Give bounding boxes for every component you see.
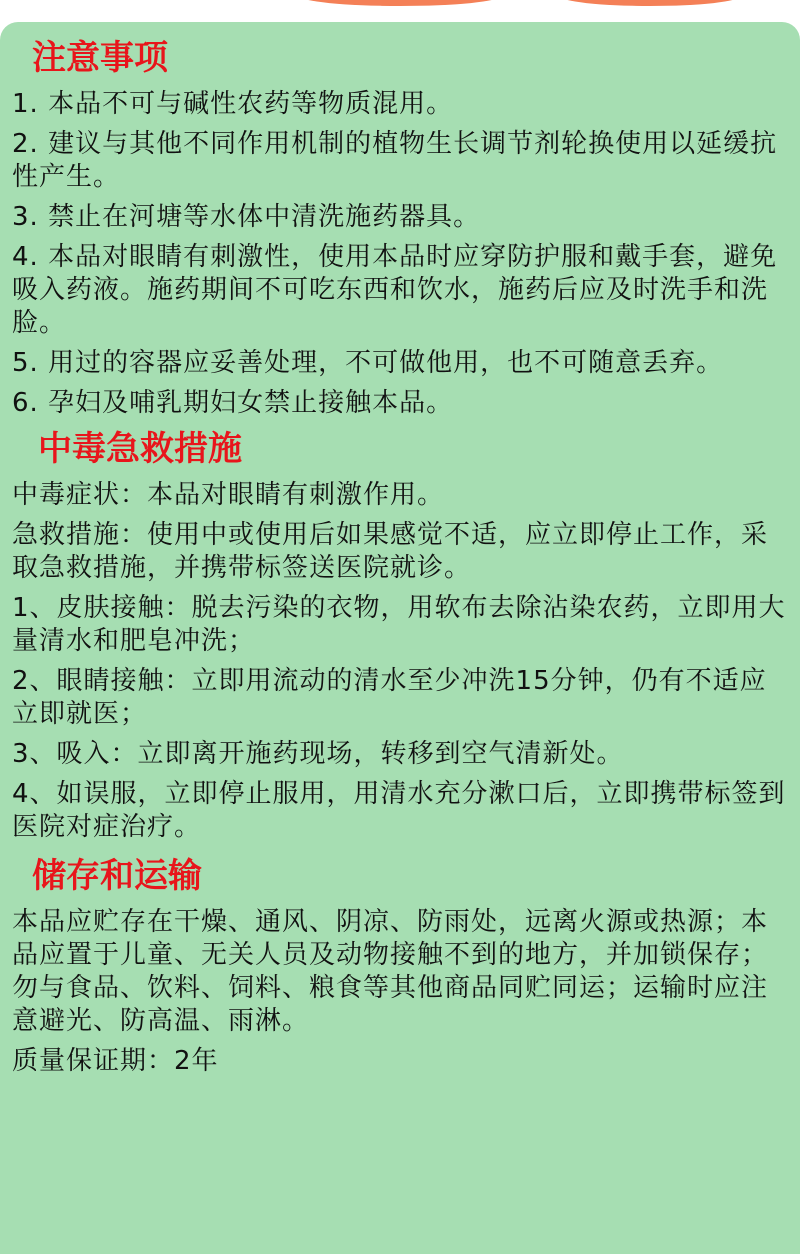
paragraph: 中毒症状：本品对眼睛有刺激作用。 — [12, 480, 445, 510]
paragraph: 本品应贮存在干燥、通风、阴凉、防雨处，远离火源或热源；本品应置于儿童、无关人员及动物接触不到的地方，并加锁保存；勿与食品、饮料、饲料、粮食等其他商品同贮同运；运输时应注意避光、防高温、雨淋。 — [12, 907, 769, 1036]
paragraph: 1. 本品不可与碱性农药等物质混用。 — [12, 89, 454, 119]
paragraph: 3. 禁止在河塘等水体中清洗施药器具。 — [12, 202, 481, 232]
paragraph: 急救措施：使用中或使用后如果感觉不适，应立即停止工作，采取急救措施，并携带标签送医院就诊。 — [12, 520, 769, 583]
product-image-edge — [300, 0, 500, 6]
paragraph: 质量保证期：2年 — [12, 1046, 219, 1076]
paragraph: 2、眼睛接触：立即用流动的清水至少冲洗15分钟，仍有不适应立即就医； — [12, 666, 767, 729]
paragraph: 1、皮肤接触：脱去污染的衣物，用软布去除沾染农药，立即用大量清水和肥皂冲洗； — [12, 593, 786, 656]
section-title-first-aid: 中毒急救措施 — [38, 429, 242, 469]
content-panel — [0, 22, 800, 1254]
paragraph: 3、吸入：立即离开施药现场，转移到空气清新处。 — [12, 739, 624, 769]
paragraph: 5. 用过的容器应妥善处理，不可做他用，也不可随意丢弃。 — [12, 348, 724, 378]
section-title-precautions: 注意事项 — [32, 38, 168, 78]
top-strip — [0, 0, 800, 22]
paragraph: 4. 本品对眼睛有刺激性，使用本品时应穿防护服和戴手套，避免吸入药液。施药期间不可吃东西和饮水，施药后应及时洗手和洗脸。 — [12, 242, 778, 338]
product-image-edge — [560, 0, 740, 6]
paragraph: 2. 建议与其他不同作用机制的植物生长调节剂轮换使用以延缓抗性产生。 — [12, 129, 778, 192]
paragraph: 6. 孕妇及哺乳期妇女禁止接触本品。 — [12, 388, 454, 418]
section-title-storage-transport: 储存和运输 — [32, 856, 202, 896]
paragraph: 4、如误服，立即停止服用，用清水充分漱口后，立即携带标签到医院对症治疗。 — [12, 779, 786, 842]
